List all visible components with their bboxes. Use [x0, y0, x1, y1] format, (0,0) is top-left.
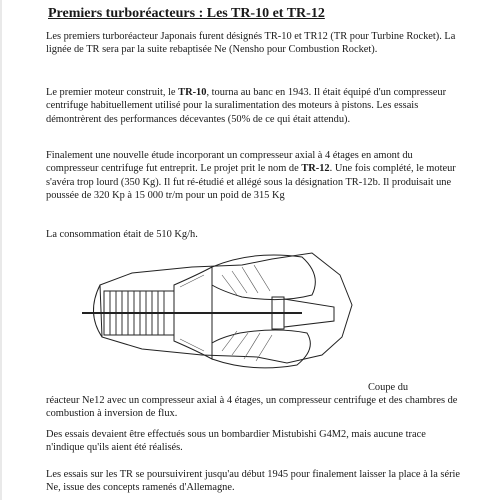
paragraph-conclusion: Les essais sur les TR se poursuivirent jusqu'au début 1945 pour finalement laisser la place à la série Ne, issue des concepts ramenés d'Allemagne.: [46, 469, 461, 494]
tr10-label: TR-10: [178, 87, 207, 98]
document-title: Premiers turboréacteurs : Les TR-10 et TR-12: [48, 6, 325, 21]
combustion-chamber-upper: [212, 255, 315, 300]
scan-edge: [0, 0, 2, 500]
combustion-chamber-lower: [212, 330, 310, 368]
paragraph-tr12: Finalement une nouvelle étude incorporant un compresseur axial à 4 étages en amont du compresseur centrifuge fut entreprit. Le projet prit le nom de TR-12. Une fois complété, le moteur s'avéra trop lourd (350 Kg). Il fut ré-étudié et allégé sous la désignation TR-12b. Il produisait une poussée de 320 Kp à 15 000 tr/m pour un poid de 315 Kg: [46, 150, 456, 202]
engine-casing: [100, 253, 352, 363]
tr12-label: TR-12: [301, 163, 330, 175]
engine-cutaway-drawing: [72, 245, 372, 380]
paragraph-consumption: La consommation était de 510 Kg/h.: [46, 229, 198, 240]
caption-continuation: réacteur Ne12 avec un compresseur axial à 4 étages, un compresseur centrifuge et des chambres de combustion à inversion de flux.: [46, 395, 458, 420]
intro-text: Les premiers turboréacteur Japonais furent désignés TR-10 et TR12 (TR pour Turbine Rocket). La lignée de TR sera par la suite rebaptisée Ne (Nensho pour Combustion Rocket).: [46, 31, 456, 56]
paragraph-tr10: Le premier moteur construit, le TR-10, tourna au banc en 1943. Il était équipé d'un compresseur centrifuge habituellement utilisé pour la suralimentation des moteurs à pistons. Les essais démontrèrent des performances décevantes (50% de ce qui était attendu).: [46, 87, 447, 125]
paragraph-tests: Des essais devaient être effectués sous un bombardier Mistubishi G4M2, mais aucune trace n'indique qu'ils aient été réalisés.: [46, 429, 426, 454]
paragraph-intro: [46, 30, 466, 57]
caption-start: Coupe du: [368, 382, 409, 393]
